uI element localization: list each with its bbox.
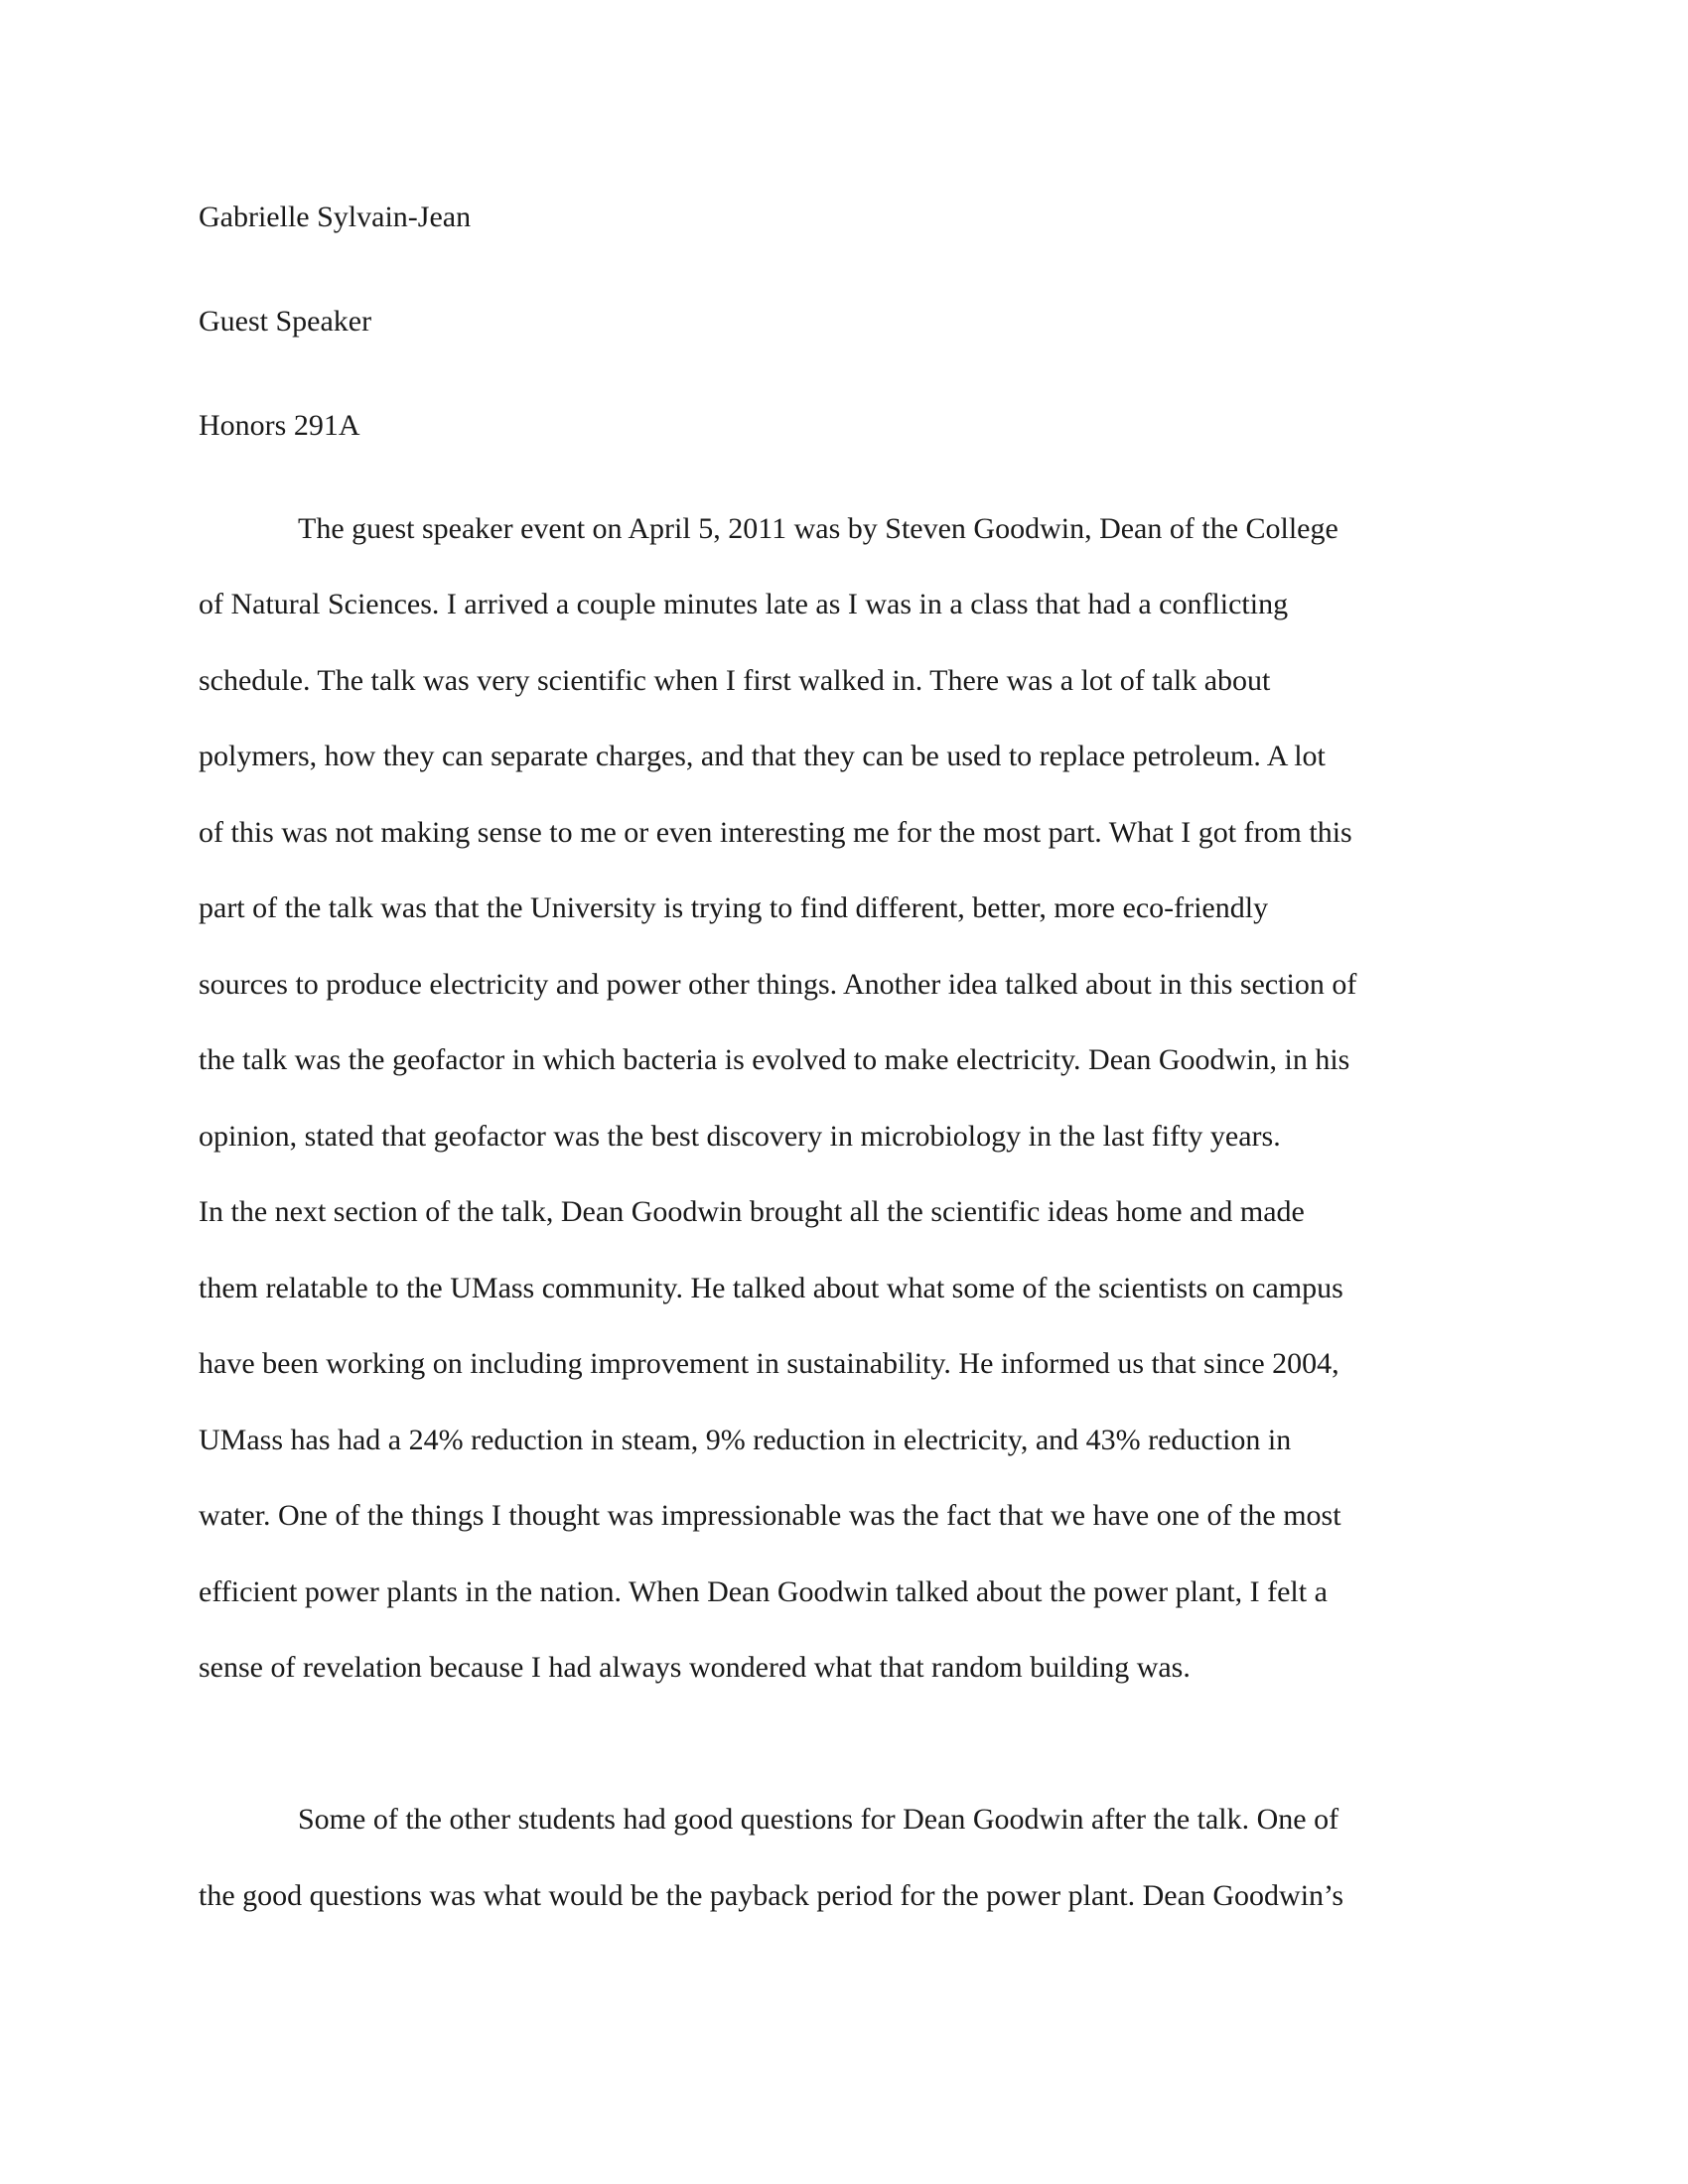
paragraph-line: the good questions was what would be the payback period for the power plant. Dean Goodwin’s [199, 1879, 1344, 1912]
paragraph-line: part of the talk was that the University is trying to find different, better, more eco-friendly [199, 891, 1269, 924]
paragraph-line: the talk was the geofactor in which bacteria is evolved to make electricity. Dean Goodwin, in his [199, 1043, 1350, 1076]
course-name: Honors 291A [199, 409, 360, 442]
author-name: Gabrielle Sylvain-Jean [199, 201, 472, 233]
paragraph-line: sense of revelation because I had always wondered what that random building was. [199, 1651, 1191, 1684]
paragraph-line: them relatable to the UMass community. He talked about what some of the scientists on campus [199, 1272, 1343, 1304]
paragraph-line: of Natural Sciences. I arrived a couple minutes late as I was in a class that had a conflicting [199, 588, 1289, 620]
paragraph-line: In the next section of the talk, Dean Goodwin brought all the scientific ideas home and made [199, 1195, 1305, 1228]
paragraph-line: of this was not making sense to me or even interesting me for the most part. What I got from this [199, 816, 1352, 849]
paragraph-line: have been working on including improvement in sustainability. He informed us that since 2004, [199, 1347, 1339, 1380]
paragraph-line: UMass has had a 24% reduction in steam, 9% reduction in electricity, and 43% reduction in [199, 1424, 1292, 1456]
paragraph-line: schedule. The talk was very scientific when I first walked in. There was a lot of talk about [199, 664, 1271, 697]
paragraph-line: opinion, stated that geofactor was the best discovery in microbiology in the last fifty years. [199, 1120, 1281, 1153]
paragraph-line: The guest speaker event on April 5, 2011 was by Steven Goodwin, Dean of the College [298, 512, 1338, 545]
paragraph-line: sources to produce electricity and power other things. Another idea talked about in this section of [199, 968, 1357, 1001]
paragraph-line: Some of the other students had good questions for Dean Goodwin after the talk. One of [298, 1803, 1339, 1836]
assignment-title: Guest Speaker [199, 305, 372, 338]
paragraph-line: polymers, how they can separate charges, and that they can be used to replace petroleum. A lot [199, 740, 1326, 772]
paragraph-line: efficient power plants in the nation. When Dean Goodwin talked about the power plant, I felt a [199, 1575, 1328, 1608]
paragraph-line: water. One of the things I thought was impressionable was the fact that we have one of the most [199, 1499, 1341, 1532]
